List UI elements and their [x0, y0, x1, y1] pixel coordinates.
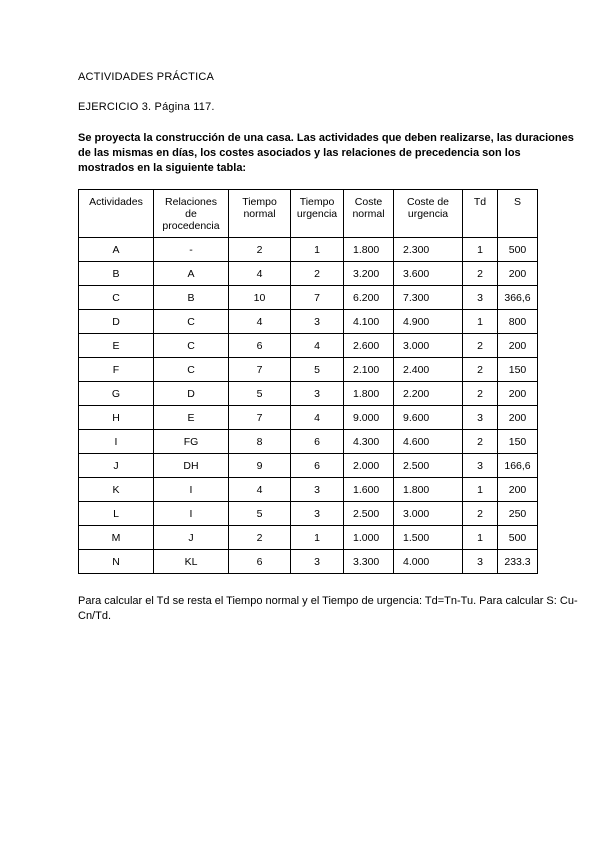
cell-s: 200	[498, 262, 538, 286]
cell-relaciones: FG	[154, 430, 229, 454]
cell-relaciones: C	[154, 310, 229, 334]
cell-coste-normal: 2.600	[344, 334, 394, 358]
table-row	[79, 478, 538, 502]
cell-relaciones: E	[154, 406, 229, 430]
header-coste-normal-line1: Coste	[354, 196, 383, 208]
header-coste-urgencia	[394, 190, 463, 238]
cell-tiempo-normal: 4	[229, 262, 291, 286]
header-tiempo-urgencia	[291, 190, 344, 238]
cell-tiempo-normal: 10	[229, 286, 291, 310]
cell-s: 500	[498, 526, 538, 550]
cell-actividad: K	[79, 478, 154, 502]
cell-td: 2	[463, 502, 498, 526]
cell-tiempo-normal: 4	[229, 478, 291, 502]
header-relaciones-line3: procedencia	[162, 220, 220, 232]
cell-tiempo-urgencia: 3	[291, 502, 344, 526]
cell-coste-normal: 2.100	[344, 358, 394, 382]
header-td-label: Td	[473, 196, 487, 208]
cell-actividad: J	[79, 454, 154, 478]
cell-tiempo-normal: 2	[229, 238, 291, 262]
cell-coste-urgencia: 3.000	[394, 334, 463, 358]
header-tiempo-urgencia-line1: Tiempo	[299, 196, 335, 208]
cell-s: 500	[498, 238, 538, 262]
cell-tiempo-normal: 7	[229, 358, 291, 382]
cell-relaciones: I	[154, 478, 229, 502]
cell-actividad: F	[79, 358, 154, 382]
cell-s: 150	[498, 358, 538, 382]
cell-coste-urgencia: 2.500	[394, 454, 463, 478]
cell-coste-normal: 4.300	[344, 430, 394, 454]
cell-coste-normal: 4.100	[344, 310, 394, 334]
table-row	[79, 262, 538, 286]
cell-tiempo-urgencia: 4	[291, 334, 344, 358]
exercise-reference: EJERCICIO 3. Página 117.	[78, 101, 215, 113]
cell-tiempo-urgencia: 1	[291, 238, 344, 262]
cell-coste-normal: 6.200	[344, 286, 394, 310]
cell-td: 1	[463, 238, 498, 262]
cell-tiempo-urgencia: 6	[291, 430, 344, 454]
header-coste-urgencia-line1: Coste de	[406, 196, 450, 208]
cell-actividad: C	[79, 286, 154, 310]
header-tiempo-normal	[229, 190, 291, 238]
cell-coste-urgencia: 1.800	[394, 478, 463, 502]
footer-note: Para calcular el Td se resta el Tiempo normal y el Tiempo de urgencia: Td=Tn-Tu. Para calcular S: Cu-Cn/Td.	[78, 595, 578, 622]
header-tiempo-urgencia-line2: urgencia	[296, 208, 338, 220]
cell-coste-urgencia: 3.000	[394, 502, 463, 526]
cell-coste-normal: 1.800	[344, 238, 394, 262]
cell-td: 2	[463, 382, 498, 406]
cell-relaciones: C	[154, 358, 229, 382]
cell-s: 150	[498, 430, 538, 454]
cell-coste-normal: 1.800	[344, 382, 394, 406]
cell-s: 200	[498, 478, 538, 502]
cell-td: 1	[463, 526, 498, 550]
cell-tiempo-normal: 5	[229, 382, 291, 406]
cell-td: 3	[463, 286, 498, 310]
table-row	[79, 430, 538, 454]
cell-tiempo-normal: 6	[229, 334, 291, 358]
cell-coste-urgencia: 3.600	[394, 262, 463, 286]
cell-actividad: H	[79, 406, 154, 430]
cell-s: 800	[498, 310, 538, 334]
cell-coste-normal: 3.200	[344, 262, 394, 286]
cell-coste-urgencia: 2.300	[394, 238, 463, 262]
cell-s: 200	[498, 334, 538, 358]
cell-relaciones: I	[154, 502, 229, 526]
cell-td: 3	[463, 406, 498, 430]
cell-s: 200	[498, 382, 538, 406]
header-relaciones-line2: de	[185, 208, 197, 220]
cell-relaciones: -	[154, 238, 229, 262]
table-row	[79, 286, 538, 310]
cell-tiempo-urgencia: 4	[291, 406, 344, 430]
cell-relaciones: DH	[154, 454, 229, 478]
table-row	[79, 454, 538, 478]
cell-relaciones: J	[154, 526, 229, 550]
cell-tiempo-urgencia: 3	[291, 550, 344, 574]
table-row	[79, 238, 538, 262]
header-tiempo-normal-line2: normal	[243, 208, 276, 220]
cell-actividad: M	[79, 526, 154, 550]
table-row	[79, 382, 538, 406]
cell-coste-urgencia: 4.000	[394, 550, 463, 574]
cell-coste-normal: 2.000	[344, 454, 394, 478]
header-coste-normal	[344, 190, 394, 238]
cell-coste-urgencia: 4.600	[394, 430, 463, 454]
table-row	[79, 502, 538, 526]
table-header-row	[79, 190, 538, 238]
header-coste-normal-line2: normal	[352, 208, 385, 220]
cell-tiempo-normal: 4	[229, 310, 291, 334]
header-s	[498, 190, 538, 238]
cell-s: 233.3	[498, 550, 538, 574]
cell-relaciones: A	[154, 262, 229, 286]
cell-tiempo-urgencia: 3	[291, 310, 344, 334]
header-relaciones-line1: Relaciones	[165, 196, 217, 208]
cell-td: 2	[463, 262, 498, 286]
cell-tiempo-urgencia: 3	[291, 382, 344, 406]
cell-relaciones: D	[154, 382, 229, 406]
cell-actividad: A	[79, 238, 154, 262]
cell-relaciones: B	[154, 286, 229, 310]
cell-coste-urgencia: 7.300	[394, 286, 463, 310]
cell-tiempo-normal: 5	[229, 502, 291, 526]
cell-s: 366,6	[498, 286, 538, 310]
cell-actividad: N	[79, 550, 154, 574]
header-actividades-label: Actividades	[89, 196, 143, 208]
cell-relaciones: C	[154, 334, 229, 358]
cell-tiempo-urgencia: 1	[291, 526, 344, 550]
cell-tiempo-normal: 9	[229, 454, 291, 478]
cell-coste-normal: 3.300	[344, 550, 394, 574]
cell-coste-normal: 1.000	[344, 526, 394, 550]
header-coste-urgencia-line2: urgencia	[407, 208, 449, 220]
header-actividades	[79, 190, 154, 238]
header-s-label: S	[513, 196, 521, 208]
cell-coste-urgencia: 4.900	[394, 310, 463, 334]
cell-s: 250	[498, 502, 538, 526]
cell-actividad: G	[79, 382, 154, 406]
cell-td: 3	[463, 550, 498, 574]
cell-actividad: I	[79, 430, 154, 454]
cell-tiempo-urgencia: 5	[291, 358, 344, 382]
cell-actividad: D	[79, 310, 154, 334]
table-row	[79, 334, 538, 358]
table-row	[79, 526, 538, 550]
cell-td: 2	[463, 358, 498, 382]
cell-actividad: E	[79, 334, 154, 358]
cell-coste-urgencia: 2.200	[394, 382, 463, 406]
header-relaciones	[154, 190, 229, 238]
cell-coste-urgencia: 1.500	[394, 526, 463, 550]
intro-paragraph: Se proyecta la construcción de una casa. Las actividades que deben realizarse, las duraciones de las mismas en días, los costes asociados y las relaciones de precedencia son los mostrados en la siguiente tabla:	[78, 132, 574, 174]
cell-td: 1	[463, 310, 498, 334]
table-row	[79, 550, 538, 574]
cell-tiempo-urgencia: 6	[291, 454, 344, 478]
cell-tiempo-urgencia: 2	[291, 262, 344, 286]
cell-td: 2	[463, 334, 498, 358]
cell-tiempo-urgencia: 3	[291, 478, 344, 502]
cell-tiempo-normal: 2	[229, 526, 291, 550]
cell-s: 200	[498, 406, 538, 430]
cell-tiempo-normal: 8	[229, 430, 291, 454]
header-tiempo-normal-line1: Tiempo	[242, 196, 277, 208]
cell-tiempo-normal: 7	[229, 406, 291, 430]
document-heading: ACTIVIDADES PRÁCTICA	[78, 71, 215, 83]
cell-td: 1	[463, 478, 498, 502]
cell-td: 3	[463, 454, 498, 478]
cell-tiempo-urgencia: 7	[291, 286, 344, 310]
cell-td: 2	[463, 430, 498, 454]
table-row	[79, 406, 538, 430]
cell-coste-normal: 9.000	[344, 406, 394, 430]
cell-actividad: L	[79, 502, 154, 526]
cell-relaciones: KL	[154, 550, 229, 574]
activities-table	[78, 189, 538, 574]
cell-coste-urgencia: 9.600	[394, 406, 463, 430]
cell-tiempo-normal: 6	[229, 550, 291, 574]
cell-actividad: B	[79, 262, 154, 286]
table-row	[79, 358, 538, 382]
cell-coste-urgencia: 2.400	[394, 358, 463, 382]
cell-s: 166,6	[498, 454, 538, 478]
table-row	[79, 310, 538, 334]
header-td	[463, 190, 498, 238]
cell-coste-normal: 1.600	[344, 478, 394, 502]
cell-coste-normal: 2.500	[344, 502, 394, 526]
